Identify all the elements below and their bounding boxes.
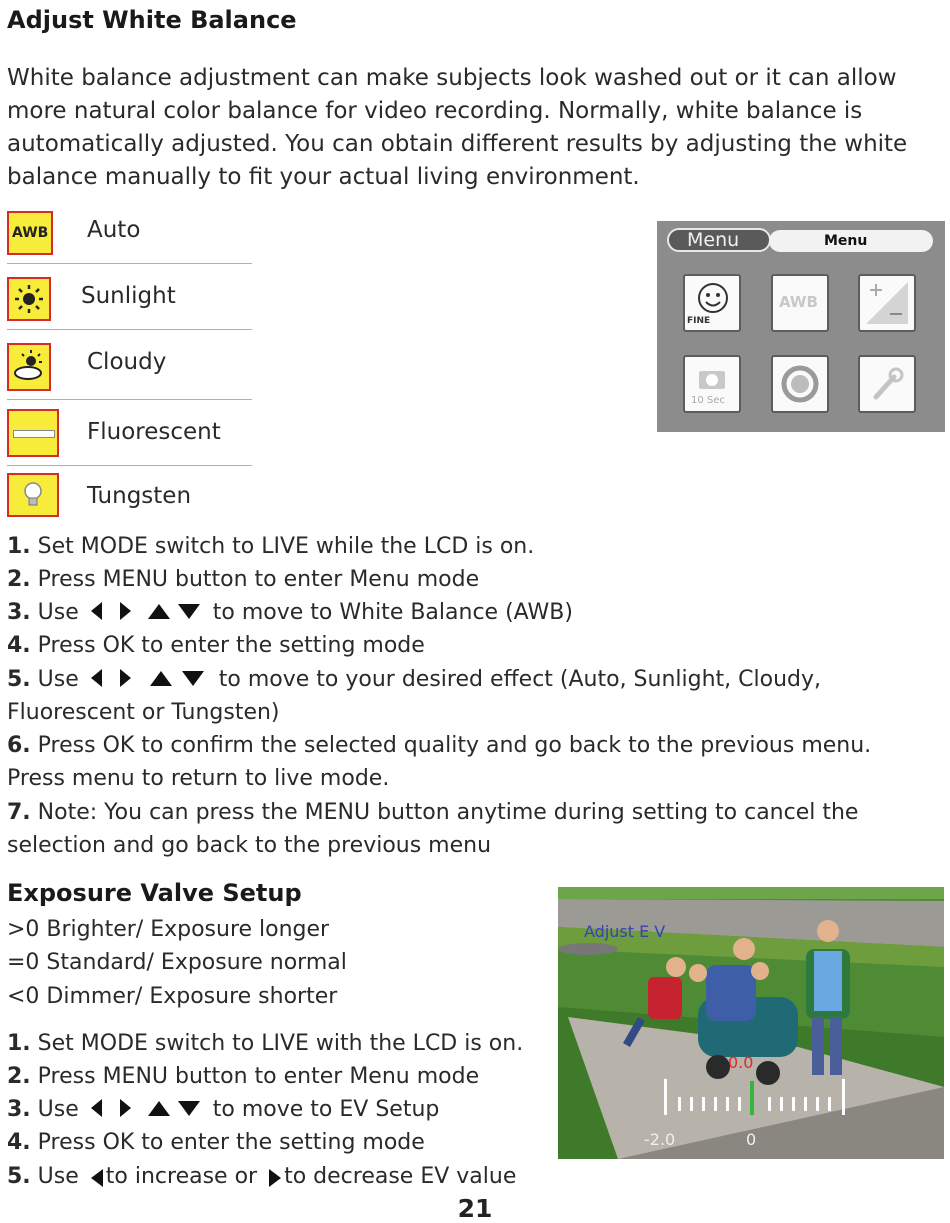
wb-mode-auto xyxy=(7,207,252,264)
sun-icon xyxy=(7,277,51,321)
right-arrow-icon xyxy=(267,1167,283,1189)
fluorescent-icon xyxy=(7,409,59,457)
wb-step-3: 3. Use to move to White Balance (AWB) xyxy=(7,600,573,625)
wb-step-2: 2. Press MENU button to enter Menu mode xyxy=(7,567,480,592)
exposure-rule-brighter: >0 Brighter/ Exposure longer xyxy=(7,917,330,942)
wb-step-6-continued: Press menu to return to live mode. xyxy=(7,766,390,791)
ev-step-3: 3. Use to move to EV Setup xyxy=(7,1097,440,1122)
wb-mode-label: Cloudy xyxy=(87,349,167,375)
wb-step-1: 1. Set MODE switch to LIVE while the LCD is on. xyxy=(7,534,535,559)
direction-arrows-icon xyxy=(90,668,208,688)
white-balance-heading: Adjust White Balance xyxy=(7,6,297,34)
exposure-rule-dimmer: <0 Dimmer/ Exposure shorter xyxy=(7,984,338,1009)
ev-scale-min: -2.0 xyxy=(644,1130,676,1149)
ev-step-4: 4. Press OK to enter the setting mode xyxy=(7,1130,425,1155)
wb-mode-tungsten xyxy=(7,473,252,529)
exposure-heading: Exposure Valve Setup xyxy=(7,879,302,907)
ev-live-view-photo xyxy=(558,887,944,1159)
ev-scale xyxy=(658,1075,858,1119)
wb-mode-label: Tungsten xyxy=(87,483,192,509)
awb-icon: AWB xyxy=(7,211,53,255)
menu-tile-self-timer: 10 Sec xyxy=(683,355,741,413)
ev-scale-mid: 0 xyxy=(746,1130,757,1149)
awb-icon: AWB xyxy=(779,293,818,311)
exposure-rule-standard: =0 Standard/ Exposure normal xyxy=(7,950,347,975)
wb-mode-cloudy xyxy=(7,339,252,400)
page-number: 21 xyxy=(457,1194,493,1223)
menu-tile-refresh xyxy=(771,355,829,413)
menu-tile-ev xyxy=(858,274,916,332)
direction-arrows-icon xyxy=(90,601,202,621)
left-arrow-icon xyxy=(89,1167,105,1189)
ev-step-1: 1. Set MODE switch to LIVE with the LCD is on. xyxy=(7,1031,524,1056)
wrench-icon xyxy=(860,357,914,411)
direction-arrows-icon xyxy=(90,1098,202,1118)
wb-mode-fluorescent xyxy=(7,409,252,466)
menu-tile-awb xyxy=(771,274,829,332)
menu-tile-setup xyxy=(858,355,916,413)
wb-mode-label: Sunlight xyxy=(81,283,176,309)
ev-step-2: 2. Press MENU button to enter Menu mode xyxy=(7,1064,480,1089)
white-balance-intro: White balance adjustment can make subjects look washed out or it can allow more natural color balance for video recording. Normally, white balance is automatically adjusted. You can obtain different results by adjusting the white balance manually to fit your actual living environment. xyxy=(7,65,908,190)
refresh-icon xyxy=(773,357,827,411)
wb-step-5-continued: Fluorescent or Tungsten) xyxy=(7,700,280,725)
wb-mode-sunlight xyxy=(7,273,252,330)
wb-step-7-continued: selection and go back to the previous menu xyxy=(7,833,492,858)
ev-icon xyxy=(860,276,914,330)
ev-current-value: 0.0 xyxy=(728,1053,754,1072)
wb-step-4: 4. Press OK to enter the setting mode xyxy=(7,633,425,658)
ev-step-5: 5. Use to increase or to decrease EV value xyxy=(7,1164,517,1189)
bulb-icon xyxy=(7,473,59,517)
cloudy-icon xyxy=(7,343,51,391)
menu-tab: Menu xyxy=(667,228,771,252)
wb-mode-label: Auto xyxy=(87,217,141,243)
wb-step-6: 6. Press OK to confirm the selected quality and go back to the previous menu. xyxy=(7,733,872,758)
camera-menu-screen xyxy=(657,221,945,432)
wb-step-7: 7. Note: You can press the MENU button anytime during setting to cancel the xyxy=(7,800,859,825)
wb-mode-label: Fluorescent xyxy=(87,419,221,445)
menu-header-bar: Menu xyxy=(769,230,933,252)
menu-tile-quality: FINE xyxy=(683,274,741,332)
ev-screen-label: Adjust E V xyxy=(584,922,666,941)
wb-step-5: 5. Use to move to your desired effect (Auto, Sunlight, Cloudy, xyxy=(7,667,822,692)
